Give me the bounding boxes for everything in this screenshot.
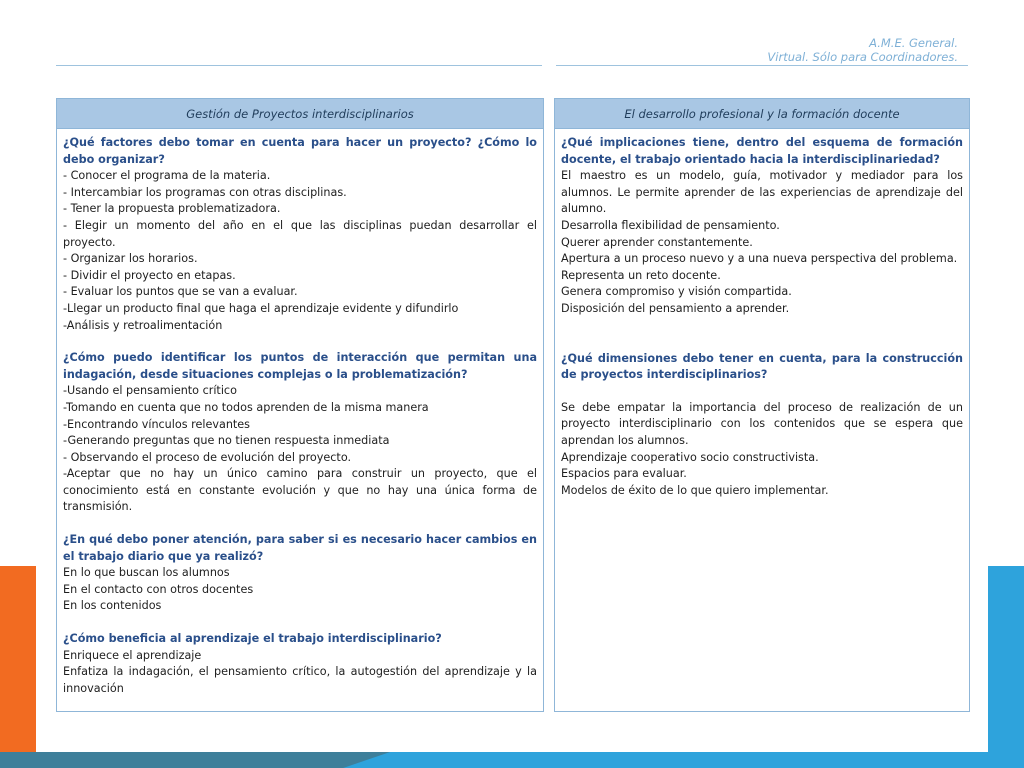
list-item: Apertura a un proceso nuevo y a una nueva perspectiva del problema.: [561, 252, 958, 266]
panel-body: [555, 129, 969, 499]
list-item: Genera compromiso y visión compartida.: [561, 285, 792, 299]
list-item: En el contacto con otros docentes: [63, 582, 254, 596]
section-attention: [63, 532, 537, 615]
dark-bottom-bar: [0, 752, 390, 768]
list-item: Disposición del pensamiento a aprender.: [561, 301, 790, 315]
list-item: - Intercambiar los programas con otras disciplinas.: [63, 185, 347, 199]
list-item: -Análisis y retroalimentación: [63, 318, 223, 332]
section-interaction-points: [63, 350, 537, 516]
list-item: - Organizar los horarios.: [63, 252, 198, 266]
list-item: - Conocer el programa de la materia.: [63, 169, 271, 183]
list-item: - Elegir un momento del año en el que las disciplinas puedan desarrollar el proyecto.: [63, 218, 537, 249]
header-line-2: Virtual. Sólo para Coordinadores.: [767, 50, 958, 64]
header-note: [767, 36, 958, 64]
section-question: ¿Qué dimensiones debo tener en cuenta, para la construcción de proyectos interdisciplinarios?: [561, 351, 963, 382]
list-item: Se debe empatar la importancia del proceso de realización de un proyecto interdisciplinario con los contenidos que se espera que aprendan los alumnos.: [561, 400, 963, 447]
list-item: El maestro es un modelo, guía, motivador y mediador para los alumnos. Le permite aprender de las experiencias de aprendizaje del alumno.: [561, 169, 963, 216]
panel-professional-development: [554, 98, 970, 712]
section-benefits: [63, 631, 537, 697]
list-item: -Llegar un producto final que haga el aprendizaje evidente y difundirlo: [63, 301, 459, 315]
section-question: ¿Qué implicaciones tiene, dentro del esquema de formación docente, el trabajo orientado hacia la interdisciplinariedad?: [561, 136, 963, 166]
section-factors: [63, 135, 537, 334]
section-question: ¿Cómo beneficia al aprendizaje el trabajo interdisciplinario?: [63, 632, 442, 646]
header-line-1: A.M.E. General.: [869, 36, 958, 50]
list-item: Desarrolla flexibilidad de pensamiento.: [561, 218, 780, 232]
blue-side-bar: [988, 566, 1024, 768]
list-item: En lo que buscan los alumnos: [63, 566, 230, 580]
list-item: En los contenidos: [63, 599, 162, 613]
section-dimensions: [561, 351, 963, 500]
list-item: Representa un reto docente.: [561, 268, 721, 282]
list-item: -Tomando en cuenta que no todos aprenden de la misma manera: [63, 400, 429, 414]
panel-title: Gestión de Proyectos interdisciplinarios: [57, 99, 543, 129]
section-question: ¿Qué factores debo tomar en cuenta para hacer un proyecto? ¿Cómo lo debo organizar?: [63, 136, 537, 166]
panel-project-management: [56, 98, 544, 712]
list-item: - Observando el proceso de evolución del proyecto.: [63, 450, 352, 464]
list-item: - Dividir el proyecto en etapas.: [63, 268, 236, 282]
section-implications: [561, 135, 963, 318]
header-divider-right: [556, 65, 968, 66]
header-divider-left: [56, 65, 542, 66]
list-item: -Usando el pensamiento crítico: [63, 384, 237, 398]
list-item: Enfatiza la indagación, el pensamiento crítico, la autogestión del aprendizaje y la innovación: [63, 665, 537, 695]
list-item: Enriquece el aprendizaje: [63, 648, 202, 662]
section-question: ¿En qué debo poner atención, para saber si es necesario hacer cambios en el trabajo diario que ya realizó?: [63, 533, 537, 563]
panel-body: [57, 129, 543, 697]
list-item: - Evaluar los puntos que se van a evaluar.: [63, 285, 298, 299]
list-item: Querer aprender constantemente.: [561, 235, 753, 249]
list-item: -Aceptar que no hay un único camino para construir un proyecto, que el conocimiento está en constante evolución y que no hay una única forma de transmisión.: [63, 467, 537, 514]
list-item: - Tener la propuesta problematizadora.: [63, 202, 281, 216]
section-question: ¿Cómo puedo identificar los puntos de interacción que permitan una indagación, desde situaciones complejas o la problematización?: [63, 351, 537, 381]
list-item: -Generando preguntas que no tienen respuesta inmediata: [63, 434, 390, 448]
list-item: Aprendizaje cooperativo socio constructivista.: [561, 450, 819, 464]
list-item: -Encontrando vínculos relevantes: [63, 417, 251, 431]
list-item: Espacios para evaluar.: [561, 467, 687, 481]
panel-title: El desarrollo profesional y la formación docente: [555, 99, 969, 129]
list-item: Modelos de éxito de lo que quiero implementar.: [561, 483, 829, 497]
orange-side-bar: [0, 566, 36, 768]
